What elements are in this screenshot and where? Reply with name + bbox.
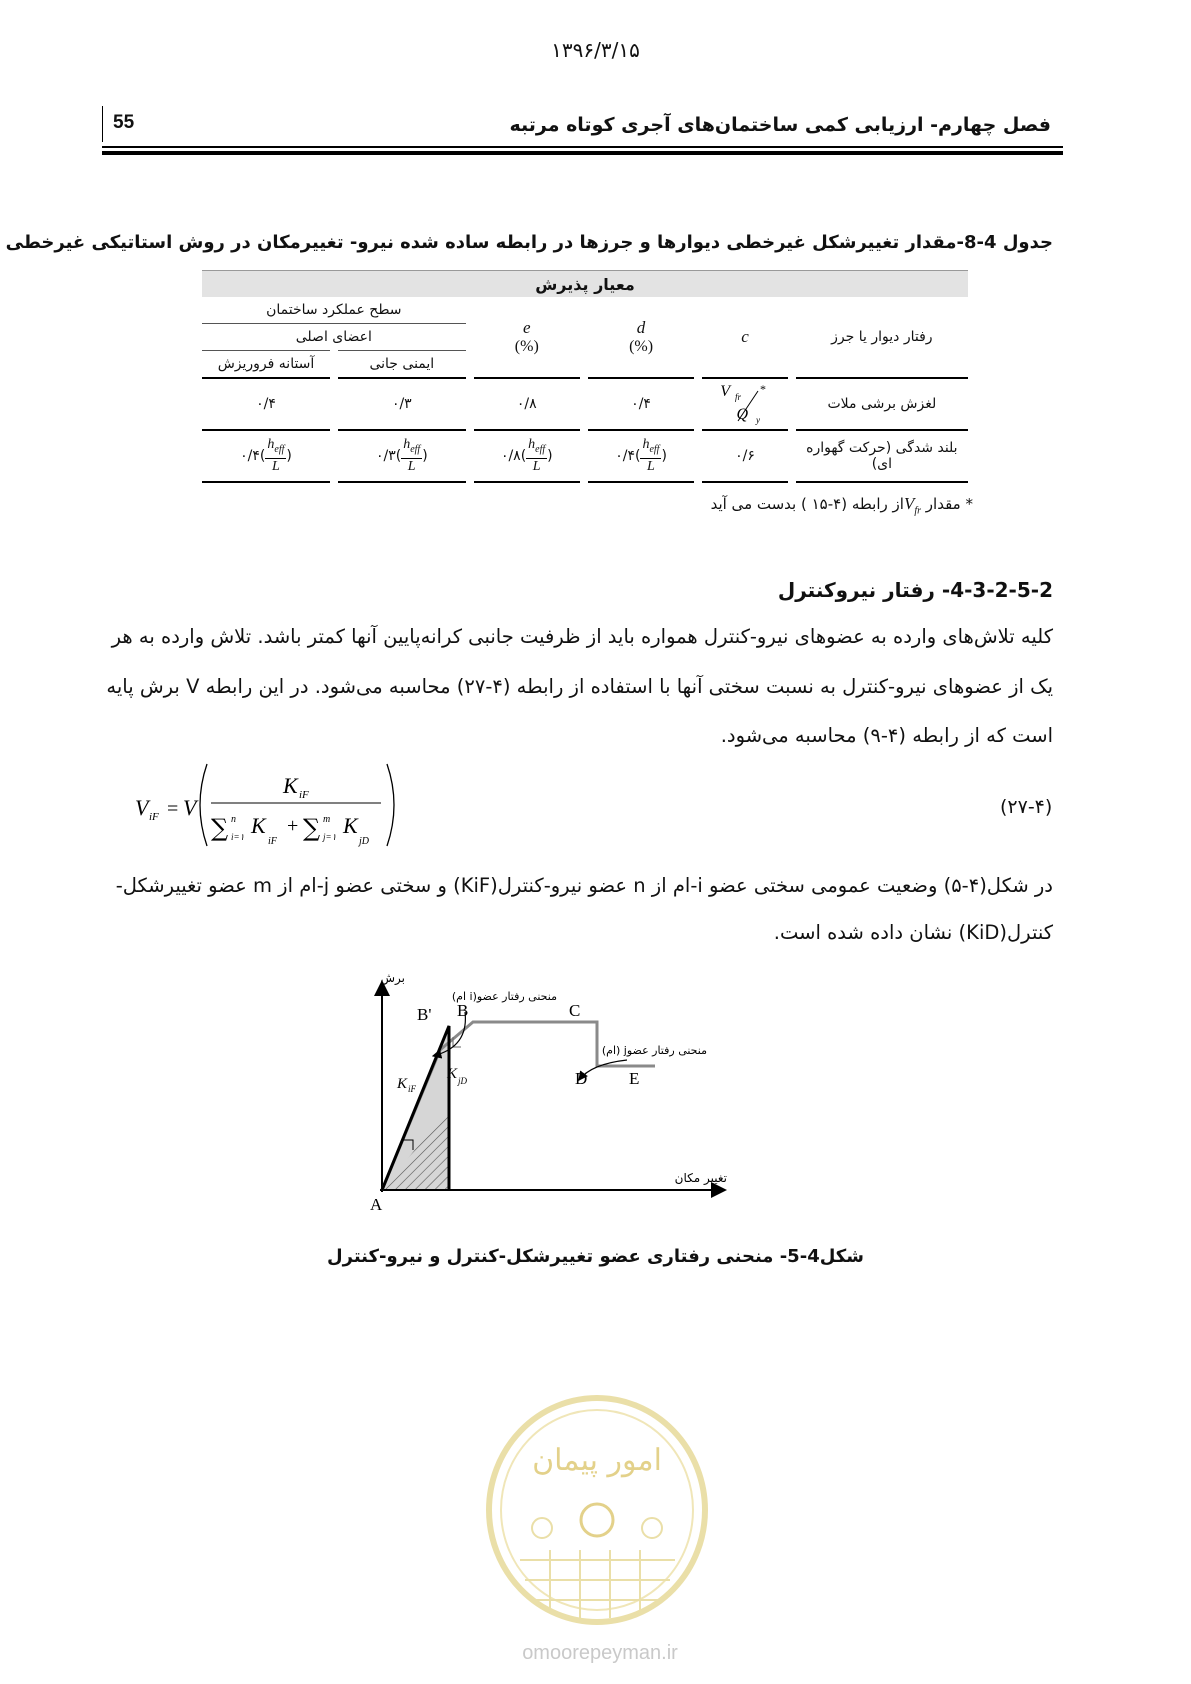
table-header-primary-members: اعضای اصلی (202, 324, 470, 351)
header-rule-thick (102, 151, 1063, 155)
footnote-var: $V_{fr}$ (903, 494, 922, 517)
point-e: E (629, 1069, 640, 1088)
watermark-center-emblem (581, 1504, 613, 1536)
table-header-collapse-prevention: آستانه فروریزش (202, 351, 334, 379)
table-header-e-symbol: e (523, 318, 531, 337)
row2-d-fraction: $\frac{h_{eff}}{L}$ (642, 437, 660, 474)
row1-collapse: ۰/۴ (202, 378, 334, 430)
table-header-d-symbol: d (636, 318, 646, 337)
k-jd-label: K (447, 1066, 458, 1082)
watermark-logo (480, 1390, 715, 1630)
row2-collapse: ۰/۴( $\frac{h_{eff}}{L}$ ) (202, 430, 334, 482)
row1-behavior: لغزش برشی ملات (792, 378, 968, 430)
page-date: ۱۳۹۶/۳/۱۵ (551, 38, 640, 62)
eq-sum-1-lower: i=۱ (231, 832, 245, 842)
eq-sum-1: ∑ (211, 814, 229, 842)
row1-c-ratio (710, 379, 780, 425)
row1-c-num: V (720, 383, 730, 400)
table-header-behavior: رفتار دیوار یا جرز (792, 297, 968, 378)
paragraph-5: کنترل(KiD) نشان داده شده است. (773, 921, 1053, 944)
paragraph-4: در شکل(۴-۵) وضعیت عمومی سختی عضو i-ام از n عضو نیرو-کنترل(KiF) و سختی عضو j-ام از m عضو تغییرشکل- (115, 874, 1053, 897)
footnote-post: از رابطه (۴-۱۵ ) بدست می آید (710, 495, 904, 513)
table-header-life-safety: ایمنی جانی (334, 351, 470, 379)
curve-i-label: منحنی رفتار عضو(i ام) (451, 990, 557, 1003)
row2-d: ۰/۴( $\frac{h_{eff}}{L}$ ) (584, 430, 698, 482)
paragraph-2: یک از عضوهای نیرو-کنترل به نسبت سختی آنها با استفاده از رابطه (۴-۲۷) محاسبه می‌شود. در این رابطه V برش پایه (106, 675, 1053, 698)
page-number: 55 (113, 112, 135, 133)
row2-life-safety: ۰/۳( $\frac{h_{eff}}{L}$ ) (334, 430, 470, 482)
table-caption: جدول 4-8-مقدار تغییرشکل غیرخطی دیوارها و جرزها در رابطه ساده شده نیرو- تغییرمکان در روش استاتیکی غیرخطی (5, 232, 1053, 253)
row2-e-fraction: $\frac{h_{eff}}{L}$ (528, 437, 546, 474)
row1-e: ۰/۸ (470, 378, 584, 430)
equation-number: (۲۷-۴) (1000, 796, 1053, 818)
point-d: D (575, 1069, 588, 1088)
x-axis-label: تغییر مکان (674, 1171, 727, 1185)
row1-c-den-sub: y (755, 415, 760, 425)
row2-collapse-coef: ۰/۴ (240, 448, 260, 464)
header-rule-thin (102, 146, 1063, 148)
paragraph-3: است که از رابطه (۴-۹) محاسبه می‌شود. (720, 724, 1053, 747)
row2-e: ۰/۸( $\frac{h_{eff}}{L}$ ) (470, 430, 584, 482)
footnote-star: * (965, 495, 973, 513)
row1-life-safety: ۰/۳ (334, 378, 470, 430)
eq-sum-2-lower: j=۱ (323, 832, 337, 842)
eq-sum-1-upper: n (231, 814, 236, 825)
footnote-pre: مقدار (925, 495, 961, 513)
k-if-label: K (397, 1076, 408, 1092)
row2-collapse-fraction: $\frac{h_{eff}}{L}$ (267, 437, 285, 474)
table-header-e-unit: (%) (514, 338, 539, 355)
table-header-e (470, 297, 584, 378)
eq-lhs-sub: iF (149, 811, 159, 823)
eq-right-paren (387, 764, 394, 846)
row2-life-safety-fraction: $\frac{h_{eff}}{L}$ (403, 437, 421, 474)
y-axis-label: برش (380, 972, 405, 985)
watermark-scale-icon (532, 1518, 552, 1538)
acceptance-criteria-table (202, 270, 968, 483)
eq-left-paren (200, 764, 207, 846)
watermark-site: omoorepeyman.ir (522, 1642, 678, 1664)
eq-k2: K (343, 813, 358, 838)
paragraph-1: کلیه تلاش‌های وارده به عضوهای نیرو-کنترل همواره باید از ظرفیت جانبی کرانه‌پایین آنها کمتر باشد. تلاش وارده به هر (111, 625, 1053, 648)
chapter-title: فصل چهارم- ارزیابی کمی ساختمان‌های آجری کوتاه مرتبه (509, 114, 1051, 136)
k-jd-sub: jD (458, 1076, 467, 1086)
table-header-acceptance: معیار پذیرش (202, 271, 968, 298)
row2-d-coef: ۰/۴ (615, 448, 635, 464)
eq-lhs: V (135, 795, 149, 820)
row1-c-num-sub: fr (734, 392, 741, 402)
eq-k1-sub: iF (268, 836, 277, 847)
eq-v: V (183, 795, 197, 820)
equation-27 (135, 758, 435, 852)
eq-equals: = (167, 798, 179, 820)
table-header-c: c (698, 297, 792, 378)
eq-num-sub: iF (299, 789, 309, 801)
point-b-prime: B' (417, 1005, 432, 1024)
table-footnote (711, 494, 973, 516)
eq-k2-sub: jD (359, 836, 369, 847)
row2-life-safety-coef: ۰/۳ (375, 448, 396, 464)
row1-d: ۰/۴ (584, 378, 698, 430)
table-header-d (584, 297, 698, 378)
section-heading: 4-3-2-5-2- رفتار نیروکنترل (777, 578, 1053, 602)
row2-c: ۰/۶ (698, 430, 792, 482)
point-c: C (569, 1001, 581, 1020)
figure-caption: شکل4-5- منحنی رفتاری عضو تغییرشکل-کنترل و نیرو-کنترل (327, 1246, 864, 1267)
watermark-ring (489, 1398, 705, 1622)
eq-k1: K (251, 813, 266, 838)
row1-c-den: Q (736, 406, 748, 423)
point-a: A (370, 1195, 383, 1212)
table-header-building-level: سطح عملکرد ساختمان (202, 297, 470, 324)
curve-j-label: منحنی رفتار عضوj (ام) (601, 1044, 707, 1057)
eq-sum-2-upper: m (323, 814, 331, 825)
behavior-curve-figure (365, 972, 825, 1212)
table-header-d-unit: (%) (629, 338, 654, 355)
point-b: B (457, 1001, 469, 1020)
k-if-sub: iF (408, 1084, 416, 1094)
row1-c-star: * (759, 382, 766, 396)
eq-num: K (283, 773, 298, 798)
eq-plus: + (287, 815, 299, 837)
watermark-logo-text: امور پیمان (532, 1443, 662, 1478)
row2-e-coef: ۰/۸ (500, 448, 521, 464)
watermark-gear-icon (642, 1518, 662, 1538)
eq-sum-2: ∑ (303, 814, 321, 842)
header-divider-vertical (102, 106, 103, 142)
row2-behavior: بلند شدگی (حرکت گهواره ای) (792, 430, 968, 482)
row1-c (698, 378, 792, 430)
